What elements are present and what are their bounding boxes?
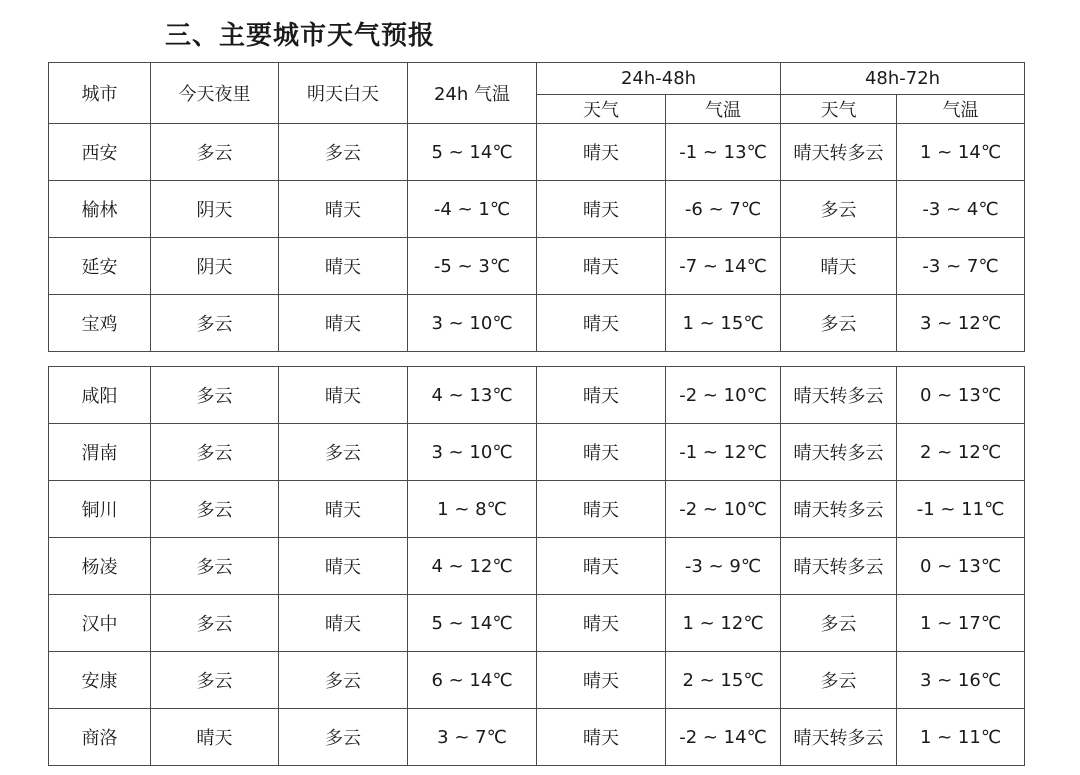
tonight-weather-cell: 阴天 — [151, 181, 279, 238]
city-cell: 汉中 — [49, 595, 151, 652]
weather-72h-cell: 晴天 — [781, 238, 897, 295]
temp-48h-cell: -2 ~ 10℃ — [666, 481, 781, 538]
weather-48h-cell: 晴天 — [537, 652, 666, 709]
temp-72h-cell: 0 ~ 13℃ — [897, 538, 1025, 595]
temp-24h-cell: 5 ~ 14℃ — [408, 595, 537, 652]
table-row — [49, 652, 1025, 709]
temp-72h-cell: 1 ~ 14℃ — [897, 124, 1025, 181]
weather-48h-cell: 晴天 — [537, 367, 666, 424]
weather-48h-cell: 晴天 — [537, 709, 666, 766]
weather-72h-cell: 晴天转多云 — [781, 367, 897, 424]
temp-24h-cell: 4 ~ 13℃ — [408, 367, 537, 424]
temp-24h-cell: 5 ~ 14℃ — [408, 124, 537, 181]
weather-48h-cell: 晴天 — [537, 181, 666, 238]
table-row — [49, 124, 1025, 181]
temp-48h-cell: -1 ~ 12℃ — [666, 424, 781, 481]
tomorrow-day-weather-cell: 晴天 — [279, 181, 408, 238]
tonight-weather-cell: 多云 — [151, 595, 279, 652]
temp-48h-cell: -2 ~ 10℃ — [666, 367, 781, 424]
temp-48h-cell: 1 ~ 12℃ — [666, 595, 781, 652]
header-temp-24h: 24h 气温 — [408, 63, 537, 124]
temp-48h-cell: 2 ~ 15℃ — [666, 652, 781, 709]
weather-48h-cell: 晴天 — [537, 538, 666, 595]
header-tomorrow-day: 明天白天 — [279, 63, 408, 124]
weather-72h-cell: 晴天转多云 — [781, 538, 897, 595]
weather-72h-cell: 多云 — [781, 295, 897, 352]
table-row — [49, 238, 1025, 295]
header-temp-72h: 气温 — [897, 95, 1025, 124]
temp-72h-cell: -1 ~ 11℃ — [897, 481, 1025, 538]
temp-72h-cell: 3 ~ 12℃ — [897, 295, 1025, 352]
temp-48h-cell: -7 ~ 14℃ — [666, 238, 781, 295]
temp-48h-cell: -6 ~ 7℃ — [666, 181, 781, 238]
tomorrow-day-weather-cell: 多云 — [279, 124, 408, 181]
city-cell: 商洛 — [49, 709, 151, 766]
temp-24h-cell: 3 ~ 7℃ — [408, 709, 537, 766]
temp-24h-cell: 4 ~ 12℃ — [408, 538, 537, 595]
city-cell: 西安 — [49, 124, 151, 181]
header-weather-48h: 天气 — [537, 95, 666, 124]
table-row — [49, 295, 1025, 352]
tonight-weather-cell: 阴天 — [151, 238, 279, 295]
header-group-24-48h: 24h-48h — [537, 63, 781, 95]
tomorrow-day-weather-cell: 晴天 — [279, 238, 408, 295]
tonight-weather-cell: 多云 — [151, 424, 279, 481]
tonight-weather-cell: 多云 — [151, 538, 279, 595]
header-city: 城市 — [49, 63, 151, 124]
header-weather-72h: 天气 — [781, 95, 897, 124]
weather-72h-cell: 晴天转多云 — [781, 481, 897, 538]
temp-72h-cell: 0 ~ 13℃ — [897, 367, 1025, 424]
weather-48h-cell: 晴天 — [537, 424, 666, 481]
tomorrow-day-weather-cell: 多云 — [279, 652, 408, 709]
temp-24h-cell: -5 ~ 3℃ — [408, 238, 537, 295]
header-temp-48h: 气温 — [666, 95, 781, 124]
tomorrow-day-weather-cell: 晴天 — [279, 367, 408, 424]
header-tonight: 今天夜里 — [151, 63, 279, 124]
table-row — [49, 424, 1025, 481]
temp-48h-cell: -3 ~ 9℃ — [666, 538, 781, 595]
temp-24h-cell: 3 ~ 10℃ — [408, 424, 537, 481]
table-row — [49, 367, 1025, 424]
tonight-weather-cell: 多云 — [151, 481, 279, 538]
tonight-weather-cell: 多云 — [151, 124, 279, 181]
weather-48h-cell: 晴天 — [537, 481, 666, 538]
city-cell: 杨凌 — [49, 538, 151, 595]
weather-48h-cell: 晴天 — [537, 295, 666, 352]
forecast-table-top — [48, 62, 1025, 352]
weather-48h-cell: 晴天 — [537, 124, 666, 181]
table-row — [49, 181, 1025, 238]
weather-48h-cell: 晴天 — [537, 238, 666, 295]
weather-72h-cell: 多云 — [781, 181, 897, 238]
tomorrow-day-weather-cell: 晴天 — [279, 538, 408, 595]
weather-72h-cell: 晴天转多云 — [781, 424, 897, 481]
weather-72h-cell: 多云 — [781, 595, 897, 652]
table-row — [49, 595, 1025, 652]
temp-24h-cell: -4 ~ 1℃ — [408, 181, 537, 238]
temp-48h-cell: 1 ~ 15℃ — [666, 295, 781, 352]
city-cell: 延安 — [49, 238, 151, 295]
tomorrow-day-weather-cell: 晴天 — [279, 595, 408, 652]
tonight-weather-cell: 晴天 — [151, 709, 279, 766]
temp-72h-cell: 2 ~ 12℃ — [897, 424, 1025, 481]
temp-72h-cell: 1 ~ 11℃ — [897, 709, 1025, 766]
temp-72h-cell: -3 ~ 4℃ — [897, 181, 1025, 238]
tomorrow-day-weather-cell: 多云 — [279, 709, 408, 766]
weather-48h-cell: 晴天 — [537, 595, 666, 652]
tonight-weather-cell: 多云 — [151, 295, 279, 352]
tomorrow-day-weather-cell: 多云 — [279, 424, 408, 481]
tonight-weather-cell: 多云 — [151, 367, 279, 424]
temp-72h-cell: 3 ~ 16℃ — [897, 652, 1025, 709]
tomorrow-day-weather-cell: 晴天 — [279, 481, 408, 538]
temp-24h-cell: 6 ~ 14℃ — [408, 652, 537, 709]
city-cell: 宝鸡 — [49, 295, 151, 352]
weather-72h-cell: 晴天转多云 — [781, 709, 897, 766]
table-row — [49, 709, 1025, 766]
table-row — [49, 538, 1025, 595]
city-cell: 铜川 — [49, 481, 151, 538]
city-cell: 安康 — [49, 652, 151, 709]
forecast-table-bottom — [48, 366, 1025, 766]
tonight-weather-cell: 多云 — [151, 652, 279, 709]
header-group-48-72h: 48h-72h — [781, 63, 1025, 95]
weather-72h-cell: 多云 — [781, 652, 897, 709]
temp-24h-cell: 1 ~ 8℃ — [408, 481, 537, 538]
temp-48h-cell: -2 ~ 14℃ — [666, 709, 781, 766]
temp-72h-cell: 1 ~ 17℃ — [897, 595, 1025, 652]
temp-48h-cell: -1 ~ 13℃ — [666, 124, 781, 181]
city-cell: 榆林 — [49, 181, 151, 238]
city-cell: 渭南 — [49, 424, 151, 481]
tomorrow-day-weather-cell: 晴天 — [279, 295, 408, 352]
weather-72h-cell: 晴天转多云 — [781, 124, 897, 181]
temp-24h-cell: 3 ~ 10℃ — [408, 295, 537, 352]
table-row — [49, 481, 1025, 538]
temp-72h-cell: -3 ~ 7℃ — [897, 238, 1025, 295]
city-cell: 咸阳 — [49, 367, 151, 424]
page-title: 三、主要城市天气预报 — [165, 21, 436, 51]
